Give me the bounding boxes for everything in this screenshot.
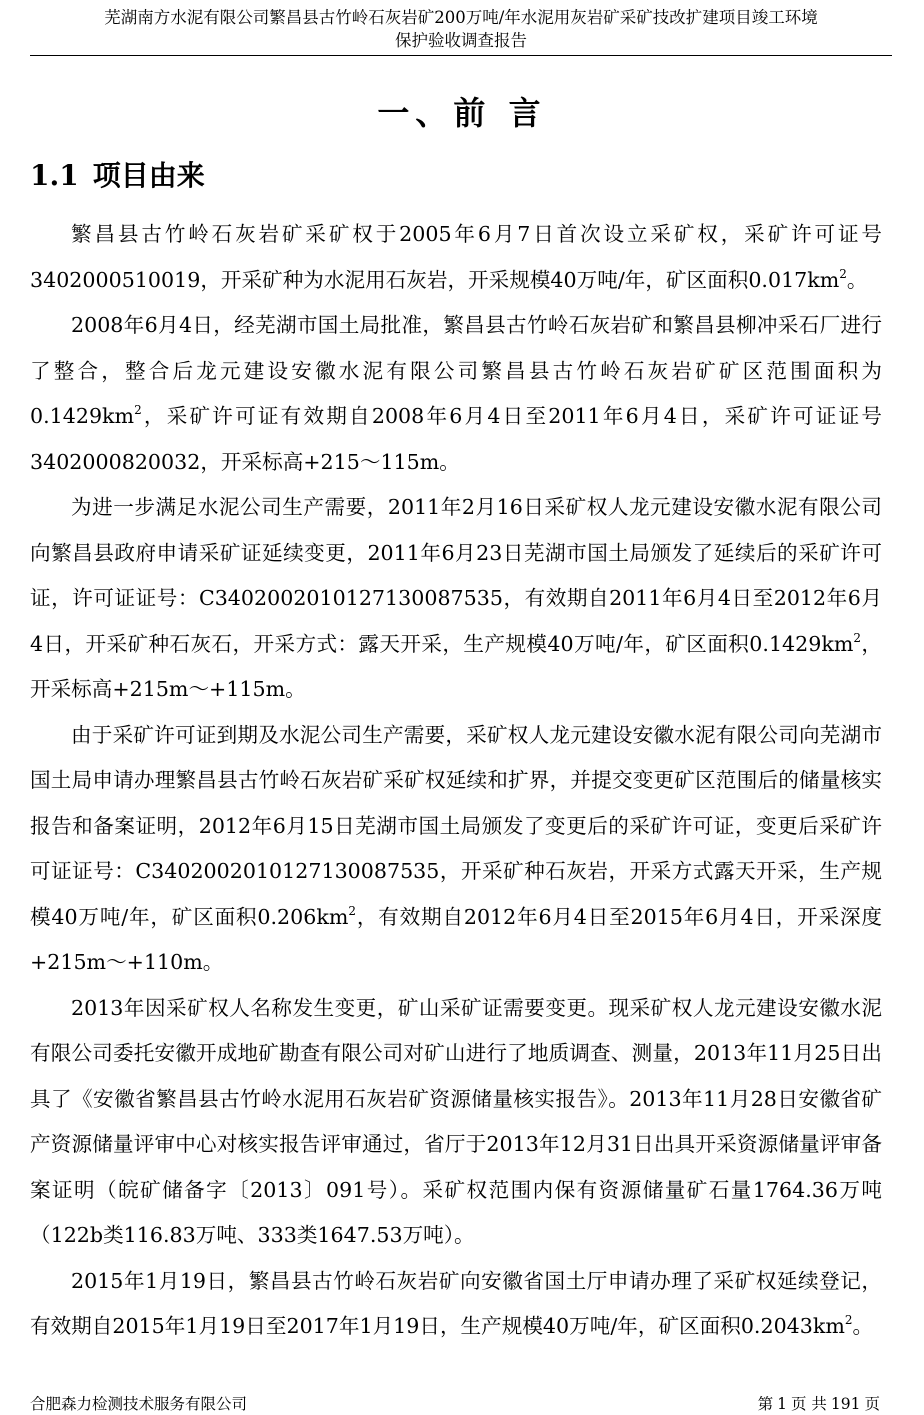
superscript: 2 (853, 630, 861, 645)
section-title: 项目由来 (92, 159, 205, 192)
paragraph-3 (30, 485, 882, 713)
superscript: 2 (844, 1313, 853, 1327)
paragraph-2-text: 2008年6月4日，经芜湖市国土局批准，繁昌县古竹岭石灰岩矿和繁昌县柳冲采石厂进行了整合，整合后龙元建设安徽水泥有限公司繁昌县古竹岭石灰岩矿矿区范围面积为0.1429km (30, 313, 882, 428)
paragraph-6-tail: 。 (852, 1314, 874, 1338)
page-number: 1 (777, 1395, 787, 1413)
paragraph-2 (30, 303, 882, 485)
page-prefix: 第 (757, 1395, 774, 1413)
paragraph-3-text: 为进一步满足水泥公司生产需要，2011年2月16日采矿权人龙元建设安徽水泥有限公司向繁昌县政府申请采矿证延续变更，2011年6月23日芜湖市国土局颁发了延续后的采矿许可证，许可证证号：C3402002010127130087535，有效期自2011年6月4日至2012年6月4日，开采矿种石灰石，开采方式：露天开采，生产规模40万吨/年，矿区面积0.1429km (30, 495, 882, 656)
paragraph-3-tail: ，开采标高+215m～+115m。 (30, 631, 882, 701)
footer-company: 合肥森力检测技术服务有限公司 (30, 1395, 248, 1413)
paragraph-1 (30, 212, 882, 303)
paragraph-5-text: 2013年因采矿权人名称发生变更，矿山采矿证需要变更。现采矿权人龙元建设安徽水泥有限公司委托安徽开成地矿勘查有限公司对矿山进行了地质调查、测量，2013年11月25日出具了《安徽省繁昌县古竹岭水泥用石灰岩矿资源储量核实报告》。2013年11月28日安徽省矿产资源储量评审中心对核实报告评审通过，省厅于2013年12月31日出具开采资源储量评审备案证明（皖矿储备字〔2013〕091号）。采矿权范围内保有资源储量矿石量1764.36万吨（122b类116.83万吨、333类1647.53万吨）。 (30, 995, 882, 1247)
superscript: 2 (134, 403, 142, 417)
header-line-2: 保护验收调查报告 (395, 31, 527, 50)
superscript: 2 (348, 903, 357, 918)
section-number: 1.1 (30, 159, 79, 192)
paragraph-1-text: 繁昌县古竹岭石灰岩矿采矿权于2005年6月7日首次设立采矿权，采矿许可证号3402000510019，开采矿种为水泥用石灰岩，开采规模40万吨/年，矿区面积0.017km (30, 222, 882, 292)
paragraph-4 (30, 713, 882, 986)
header-line-1: 芜湖南方水泥有限公司繁昌县古竹岭石灰岩矿200万吨/年水泥用灰岩矿采矿技改扩建项目竣工环境 (104, 8, 818, 27)
paragraph-5 (30, 986, 882, 1259)
paragraph-4-tail: ，有效期自2012年6月4日至2015年6月4日，开采深度+215m～+110m。 (30, 904, 882, 974)
paragraph-6 (30, 1259, 882, 1350)
page-mid: 页 共 (790, 1395, 827, 1413)
paragraph-6-text: 2015年1月19日，繁昌县古竹岭石灰岩矿向安徽省国土厅申请办理了采矿权延续登记，有效期自2015年1月19日至2017年1月19日，生产规模40万吨/年，矿区面积0.2043km (30, 1268, 882, 1338)
paragraph-2-tail: ，采矿许可证有效期自2008年6月4日至2011年6月4日，采矿许可证证号3402000820032，开采标高+215～115m。 (30, 404, 882, 474)
chapter-title: 一、前 言 (377, 94, 547, 132)
page-header (30, 6, 892, 56)
page-total: 191 (830, 1395, 861, 1413)
body-text (30, 212, 882, 1350)
superscript: 2 (839, 266, 847, 281)
page-suffix: 页 (864, 1395, 880, 1413)
paragraph-1-tail: 。 (846, 267, 868, 292)
section-heading (30, 154, 205, 194)
paragraph-4-text: 由于采矿许可证到期及水泥公司生产需要，采矿权人龙元建设安徽水泥有限公司向芜湖市国土局申请办理繁昌县古竹岭石灰岩矿采矿权延续和扩界，并提交变更矿区范围后的储量核实报告和备案证明，2012年6月15日芜湖市国土局颁发了变更后的采矿许可证，变更后采矿许可证证号：C3402002010127130087535，开采矿种石灰岩，开采方式露天开采，生产规模40万吨/年，矿区面积0.206km (30, 722, 882, 929)
page-indicator (756, 1394, 882, 1414)
